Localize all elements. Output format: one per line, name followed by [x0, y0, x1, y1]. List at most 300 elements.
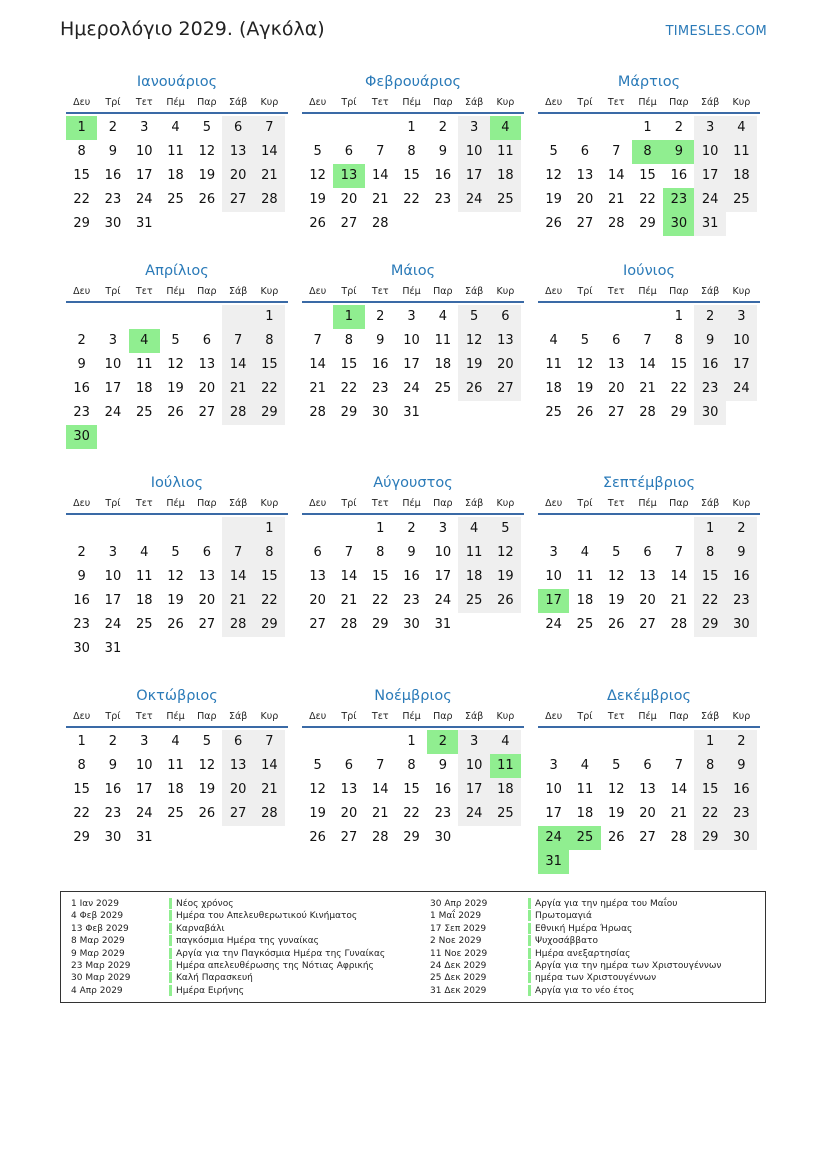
- day-cell[interactable]: 20: [222, 778, 253, 802]
- day-cell[interactable]: 7: [674, 758, 683, 773]
- day-cell[interactable]: 11: [458, 541, 489, 565]
- day-cell[interactable]: 22: [694, 589, 725, 613]
- day-cell[interactable]: 13: [222, 140, 253, 164]
- day-cell[interactable]: 1: [694, 730, 725, 754]
- day-cell[interactable]: 22: [254, 589, 285, 613]
- day-cell[interactable]: 26: [309, 830, 326, 845]
- day-cell[interactable]: 23: [434, 192, 452, 207]
- day-cell[interactable]: 18: [458, 565, 489, 589]
- day-cell[interactable]: 22: [694, 802, 725, 826]
- day-cell[interactable]: 27: [639, 617, 656, 632]
- day-cell[interactable]: 23: [403, 593, 420, 608]
- day-cell[interactable]: 10: [434, 545, 452, 560]
- day-cell[interactable]: 10: [694, 140, 725, 164]
- day-cell[interactable]: 30: [434, 830, 452, 845]
- day-cell[interactable]: 16: [694, 353, 725, 377]
- day-cell[interactable]: 14: [670, 569, 688, 584]
- day-cell[interactable]: 30: [73, 641, 90, 656]
- day-cell[interactable]: 21: [607, 192, 625, 207]
- day-cell[interactable]: 20: [340, 806, 358, 821]
- day-cell[interactable]: 15: [694, 565, 725, 589]
- day-cell[interactable]: 14: [254, 140, 285, 164]
- day-cell[interactable]: 16: [73, 593, 90, 608]
- day-cell[interactable]: 13: [490, 329, 521, 353]
- day-cell[interactable]: 9: [726, 754, 757, 778]
- day-cell[interactable]: 9: [77, 569, 86, 584]
- day-cell[interactable]: 14: [254, 754, 285, 778]
- day-cell[interactable]: 10: [545, 782, 562, 797]
- day-cell[interactable]: 18: [490, 164, 521, 188]
- day-cell[interactable]: 31: [135, 216, 153, 231]
- day-cell[interactable]: 15: [694, 778, 725, 802]
- day-cell[interactable]: 30: [371, 405, 389, 420]
- day-cell[interactable]: 20: [309, 593, 326, 608]
- day-cell[interactable]: 12: [167, 569, 184, 584]
- day-cell[interactable]: 23: [104, 192, 122, 207]
- day-cell[interactable]: 13: [198, 357, 216, 372]
- day-cell[interactable]: 10: [104, 357, 122, 372]
- day-cell[interactable]: 19: [490, 565, 521, 589]
- day-cell[interactable]: 5: [313, 144, 322, 159]
- day-cell[interactable]: 12: [198, 144, 216, 159]
- day-cell[interactable]: 3: [407, 309, 416, 324]
- day-cell[interactable]: 25: [135, 617, 153, 632]
- day-cell[interactable]: 31: [538, 850, 569, 874]
- day-cell[interactable]: 19: [607, 806, 625, 821]
- day-cell[interactable]: 19: [198, 782, 216, 797]
- day-cell[interactable]: 3: [549, 545, 558, 560]
- day-cell[interactable]: 2: [427, 730, 458, 754]
- day-cell[interactable]: 14: [371, 782, 389, 797]
- day-cell[interactable]: 27: [576, 216, 594, 231]
- day-cell[interactable]: 30: [104, 216, 122, 231]
- day-cell[interactable]: 1: [643, 120, 652, 135]
- day-cell[interactable]: 6: [612, 333, 621, 348]
- day-cell[interactable]: 30: [663, 212, 694, 236]
- day-cell[interactable]: 6: [643, 758, 652, 773]
- day-cell[interactable]: 29: [73, 830, 90, 845]
- day-cell[interactable]: 19: [167, 593, 184, 608]
- day-cell[interactable]: 11: [490, 140, 521, 164]
- day-cell[interactable]: 11: [135, 357, 153, 372]
- day-cell[interactable]: 1: [77, 734, 86, 749]
- day-cell[interactable]: 22: [403, 192, 420, 207]
- day-cell[interactable]: 4: [726, 116, 757, 140]
- day-cell[interactable]: 26: [607, 830, 625, 845]
- day-cell[interactable]: 8: [254, 541, 285, 565]
- day-cell[interactable]: 29: [371, 617, 389, 632]
- day-cell[interactable]: 17: [694, 164, 725, 188]
- day-cell[interactable]: 24: [135, 806, 153, 821]
- day-cell[interactable]: 21: [222, 377, 253, 401]
- day-cell[interactable]: 16: [403, 569, 420, 584]
- day-cell[interactable]: 6: [490, 305, 521, 329]
- day-cell[interactable]: 26: [198, 806, 216, 821]
- day-cell[interactable]: 20: [222, 164, 253, 188]
- day-cell[interactable]: 12: [545, 168, 562, 183]
- day-cell[interactable]: 17: [538, 589, 569, 613]
- day-cell[interactable]: 6: [344, 144, 354, 159]
- day-cell[interactable]: 16: [104, 168, 122, 183]
- day-cell[interactable]: 2: [108, 120, 118, 135]
- day-cell[interactable]: 28: [254, 188, 285, 212]
- day-cell[interactable]: 27: [639, 830, 656, 845]
- day-cell[interactable]: 14: [340, 569, 358, 584]
- day-cell[interactable]: 22: [73, 192, 90, 207]
- day-cell[interactable]: 9: [438, 758, 447, 773]
- day-cell[interactable]: 18: [167, 168, 184, 183]
- day-cell[interactable]: 5: [580, 333, 590, 348]
- day-cell[interactable]: 30: [104, 830, 122, 845]
- day-cell[interactable]: 25: [569, 826, 600, 850]
- day-cell[interactable]: 20: [639, 593, 656, 608]
- day-cell[interactable]: 6: [344, 758, 354, 773]
- day-cell[interactable]: 1: [254, 517, 285, 541]
- day-cell[interactable]: 21: [670, 593, 688, 608]
- day-cell[interactable]: 14: [309, 357, 326, 372]
- day-cell[interactable]: 12: [490, 541, 521, 565]
- day-cell[interactable]: 1: [333, 305, 364, 329]
- day-cell[interactable]: 9: [726, 541, 757, 565]
- day-cell[interactable]: 29: [403, 830, 420, 845]
- day-cell[interactable]: 25: [490, 188, 521, 212]
- day-cell[interactable]: 16: [726, 565, 757, 589]
- day-cell[interactable]: 21: [254, 778, 285, 802]
- day-cell[interactable]: 3: [140, 120, 149, 135]
- day-cell[interactable]: 27: [198, 405, 216, 420]
- day-cell[interactable]: 21: [222, 589, 253, 613]
- day-cell[interactable]: 10: [458, 140, 489, 164]
- day-cell[interactable]: 19: [198, 168, 216, 183]
- day-cell[interactable]: 7: [376, 144, 385, 159]
- day-cell[interactable]: 5: [202, 120, 211, 135]
- day-cell[interactable]: 28: [254, 802, 285, 826]
- day-cell[interactable]: 9: [407, 545, 416, 560]
- day-cell[interactable]: 4: [580, 545, 590, 560]
- day-cell[interactable]: 24: [403, 381, 420, 396]
- day-cell[interactable]: 25: [545, 405, 562, 420]
- day-cell[interactable]: 13: [222, 754, 253, 778]
- day-cell[interactable]: 31: [135, 830, 153, 845]
- day-cell[interactable]: 28: [309, 405, 326, 420]
- day-cell[interactable]: 17: [726, 353, 757, 377]
- day-cell[interactable]: 11: [726, 140, 757, 164]
- day-cell[interactable]: 22: [639, 192, 656, 207]
- day-cell[interactable]: 18: [545, 381, 562, 396]
- day-cell[interactable]: 20: [639, 806, 656, 821]
- day-cell[interactable]: 13: [576, 168, 594, 183]
- day-cell[interactable]: 17: [104, 593, 122, 608]
- day-cell[interactable]: 1: [407, 734, 416, 749]
- day-cell[interactable]: 4: [129, 329, 160, 353]
- day-cell[interactable]: 2: [674, 120, 683, 135]
- day-cell[interactable]: 19: [576, 381, 594, 396]
- day-cell[interactable]: 14: [639, 357, 656, 372]
- day-cell[interactable]: 23: [73, 617, 90, 632]
- day-cell[interactable]: 12: [309, 782, 326, 797]
- day-cell[interactable]: 20: [607, 381, 625, 396]
- day-cell[interactable]: 24: [458, 188, 489, 212]
- day-cell[interactable]: 3: [458, 116, 489, 140]
- day-cell[interactable]: 12: [198, 758, 216, 773]
- day-cell[interactable]: 9: [108, 758, 118, 773]
- day-cell[interactable]: 23: [73, 405, 90, 420]
- day-cell[interactable]: 14: [371, 168, 389, 183]
- day-cell[interactable]: 7: [222, 329, 253, 353]
- day-cell[interactable]: 2: [726, 517, 757, 541]
- day-cell[interactable]: 7: [612, 144, 621, 159]
- day-cell[interactable]: 30: [66, 425, 97, 449]
- day-cell[interactable]: 26: [167, 405, 184, 420]
- day-cell[interactable]: 28: [340, 617, 358, 632]
- day-cell[interactable]: 4: [140, 545, 149, 560]
- day-cell[interactable]: 26: [309, 216, 326, 231]
- day-cell[interactable]: 19: [167, 381, 184, 396]
- day-cell[interactable]: 5: [202, 734, 211, 749]
- day-cell[interactable]: 23: [371, 381, 389, 396]
- day-cell[interactable]: 17: [104, 381, 122, 396]
- day-cell[interactable]: 10: [458, 754, 489, 778]
- day-cell[interactable]: 27: [222, 802, 253, 826]
- day-cell[interactable]: 15: [254, 353, 285, 377]
- day-cell[interactable]: 2: [694, 305, 725, 329]
- day-cell[interactable]: 23: [726, 589, 757, 613]
- day-cell[interactable]: 4: [490, 730, 521, 754]
- day-cell[interactable]: 3: [108, 545, 118, 560]
- day-cell[interactable]: 25: [726, 188, 757, 212]
- day-cell[interactable]: 24: [434, 593, 452, 608]
- day-cell[interactable]: 16: [104, 782, 122, 797]
- day-cell[interactable]: 11: [576, 782, 594, 797]
- day-cell[interactable]: 22: [403, 806, 420, 821]
- day-cell[interactable]: 3: [108, 333, 118, 348]
- day-cell[interactable]: 30: [694, 401, 725, 425]
- brand-link[interactable]: TIMESLES.COM: [665, 24, 767, 39]
- day-cell[interactable]: 9: [438, 144, 447, 159]
- day-cell[interactable]: 3: [458, 730, 489, 754]
- day-cell[interactable]: 24: [545, 617, 562, 632]
- day-cell[interactable]: 11: [434, 333, 452, 348]
- day-cell[interactable]: 8: [407, 758, 416, 773]
- day-cell[interactable]: 12: [309, 168, 326, 183]
- day-cell[interactable]: 7: [254, 730, 285, 754]
- day-cell[interactable]: 4: [490, 116, 521, 140]
- day-cell[interactable]: 27: [607, 405, 625, 420]
- day-cell[interactable]: 14: [607, 168, 625, 183]
- day-cell[interactable]: 1: [254, 305, 285, 329]
- day-cell[interactable]: 18: [135, 593, 153, 608]
- day-cell[interactable]: 5: [549, 144, 558, 159]
- day-cell[interactable]: 29: [694, 613, 725, 637]
- day-cell[interactable]: 22: [254, 377, 285, 401]
- day-cell[interactable]: 6: [643, 545, 652, 560]
- day-cell[interactable]: 24: [538, 826, 569, 850]
- day-cell[interactable]: 6: [202, 333, 211, 348]
- day-cell[interactable]: 2: [376, 309, 385, 324]
- day-cell[interactable]: 4: [438, 309, 447, 324]
- day-cell[interactable]: 8: [344, 333, 354, 348]
- day-cell[interactable]: 6: [313, 545, 322, 560]
- day-cell[interactable]: 8: [632, 140, 663, 164]
- day-cell[interactable]: 23: [694, 377, 725, 401]
- day-cell[interactable]: 5: [171, 545, 180, 560]
- day-cell[interactable]: 29: [639, 216, 656, 231]
- day-cell[interactable]: 27: [309, 617, 326, 632]
- day-cell[interactable]: 29: [670, 405, 688, 420]
- day-cell[interactable]: 9: [663, 140, 694, 164]
- day-cell[interactable]: 20: [198, 593, 216, 608]
- day-cell[interactable]: 13: [333, 164, 364, 188]
- day-cell[interactable]: 16: [434, 782, 452, 797]
- day-cell[interactable]: 11: [135, 569, 153, 584]
- day-cell[interactable]: 24: [135, 192, 153, 207]
- day-cell[interactable]: 5: [313, 758, 322, 773]
- day-cell[interactable]: 5: [458, 305, 489, 329]
- day-cell[interactable]: 1: [66, 116, 97, 140]
- day-cell[interactable]: 20: [576, 192, 594, 207]
- day-cell[interactable]: 2: [77, 545, 86, 560]
- day-cell[interactable]: 13: [639, 782, 656, 797]
- day-cell[interactable]: 24: [694, 188, 725, 212]
- day-cell[interactable]: 18: [576, 806, 594, 821]
- day-cell[interactable]: 21: [670, 806, 688, 821]
- day-cell[interactable]: 11: [490, 754, 521, 778]
- day-cell[interactable]: 25: [434, 381, 452, 396]
- day-cell[interactable]: 15: [73, 782, 90, 797]
- day-cell[interactable]: 25: [135, 405, 153, 420]
- day-cell[interactable]: 31: [694, 212, 725, 236]
- day-cell[interactable]: 30: [726, 826, 757, 850]
- day-cell[interactable]: 27: [222, 188, 253, 212]
- day-cell[interactable]: 10: [104, 569, 122, 584]
- day-cell[interactable]: 14: [222, 353, 253, 377]
- day-cell[interactable]: 8: [77, 144, 86, 159]
- day-cell[interactable]: 4: [458, 517, 489, 541]
- day-cell[interactable]: 12: [607, 569, 625, 584]
- day-cell[interactable]: 18: [490, 778, 521, 802]
- day-cell[interactable]: 28: [639, 405, 656, 420]
- day-cell[interactable]: 26: [576, 405, 594, 420]
- day-cell[interactable]: 5: [612, 758, 621, 773]
- day-cell[interactable]: 26: [198, 192, 216, 207]
- day-cell[interactable]: 11: [167, 144, 184, 159]
- day-cell[interactable]: 17: [458, 164, 489, 188]
- day-cell[interactable]: 7: [254, 116, 285, 140]
- day-cell[interactable]: 25: [490, 802, 521, 826]
- day-cell[interactable]: 21: [371, 192, 389, 207]
- day-cell[interactable]: 10: [135, 144, 153, 159]
- day-cell[interactable]: 26: [545, 216, 562, 231]
- day-cell[interactable]: 25: [167, 192, 184, 207]
- day-cell[interactable]: 22: [73, 806, 90, 821]
- day-cell[interactable]: 3: [140, 734, 149, 749]
- day-cell[interactable]: 18: [135, 381, 153, 396]
- day-cell[interactable]: 17: [545, 806, 562, 821]
- day-cell[interactable]: 25: [576, 617, 594, 632]
- day-cell[interactable]: 20: [198, 381, 216, 396]
- day-cell[interactable]: 7: [674, 545, 683, 560]
- day-cell[interactable]: 3: [694, 116, 725, 140]
- day-cell[interactable]: 29: [254, 613, 285, 637]
- day-cell[interactable]: 19: [607, 593, 625, 608]
- day-cell[interactable]: 9: [77, 357, 86, 372]
- day-cell[interactable]: 1: [376, 521, 385, 536]
- day-cell[interactable]: 16: [73, 381, 90, 396]
- day-cell[interactable]: 26: [607, 617, 625, 632]
- day-cell[interactable]: 9: [108, 144, 118, 159]
- day-cell[interactable]: 10: [545, 569, 562, 584]
- day-cell[interactable]: 23: [726, 802, 757, 826]
- day-cell[interactable]: 18: [726, 164, 757, 188]
- day-cell[interactable]: 24: [458, 802, 489, 826]
- day-cell[interactable]: 27: [198, 617, 216, 632]
- day-cell[interactable]: 25: [458, 589, 489, 613]
- day-cell[interactable]: 23: [663, 188, 694, 212]
- day-cell[interactable]: 30: [403, 617, 420, 632]
- day-cell[interactable]: 26: [167, 617, 184, 632]
- day-cell[interactable]: 8: [674, 333, 683, 348]
- day-cell[interactable]: 7: [376, 758, 385, 773]
- day-cell[interactable]: 12: [607, 782, 625, 797]
- day-cell[interactable]: 13: [639, 569, 656, 584]
- day-cell[interactable]: 8: [694, 754, 725, 778]
- day-cell[interactable]: 16: [371, 357, 389, 372]
- day-cell[interactable]: 8: [254, 329, 285, 353]
- day-cell[interactable]: 29: [340, 405, 358, 420]
- day-cell[interactable]: 26: [458, 377, 489, 401]
- day-cell[interactable]: 1: [674, 309, 683, 324]
- day-cell[interactable]: 8: [407, 144, 416, 159]
- day-cell[interactable]: 29: [694, 826, 725, 850]
- day-cell[interactable]: 16: [434, 168, 452, 183]
- day-cell[interactable]: 19: [545, 192, 562, 207]
- day-cell[interactable]: 15: [639, 168, 656, 183]
- day-cell[interactable]: 2: [407, 521, 416, 536]
- day-cell[interactable]: 3: [549, 758, 558, 773]
- day-cell[interactable]: 5: [612, 545, 621, 560]
- day-cell[interactable]: 24: [726, 377, 757, 401]
- day-cell[interactable]: 27: [340, 830, 358, 845]
- day-cell[interactable]: 7: [344, 545, 354, 560]
- day-cell[interactable]: 22: [340, 381, 358, 396]
- day-cell[interactable]: 4: [580, 758, 590, 773]
- day-cell[interactable]: 18: [167, 782, 184, 797]
- day-cell[interactable]: 15: [403, 782, 420, 797]
- day-cell[interactable]: 30: [726, 613, 757, 637]
- day-cell[interactable]: 8: [77, 758, 86, 773]
- day-cell[interactable]: 4: [171, 734, 180, 749]
- day-cell[interactable]: 24: [104, 617, 122, 632]
- day-cell[interactable]: 21: [639, 381, 656, 396]
- day-cell[interactable]: 17: [434, 569, 452, 584]
- day-cell[interactable]: 15: [371, 569, 389, 584]
- day-cell[interactable]: 11: [167, 758, 184, 773]
- day-cell[interactable]: 6: [580, 144, 590, 159]
- day-cell[interactable]: 7: [313, 333, 322, 348]
- day-cell[interactable]: 29: [254, 401, 285, 425]
- day-cell[interactable]: 5: [490, 517, 521, 541]
- day-cell[interactable]: 15: [340, 357, 358, 372]
- day-cell[interactable]: 13: [309, 569, 326, 584]
- day-cell[interactable]: 5: [171, 333, 180, 348]
- day-cell[interactable]: 31: [104, 641, 122, 656]
- day-cell[interactable]: 21: [254, 164, 285, 188]
- day-cell[interactable]: 4: [549, 333, 558, 348]
- day-cell[interactable]: 18: [434, 357, 452, 372]
- day-cell[interactable]: 17: [403, 357, 420, 372]
- day-cell[interactable]: 12: [167, 357, 184, 372]
- day-cell[interactable]: 10: [403, 333, 420, 348]
